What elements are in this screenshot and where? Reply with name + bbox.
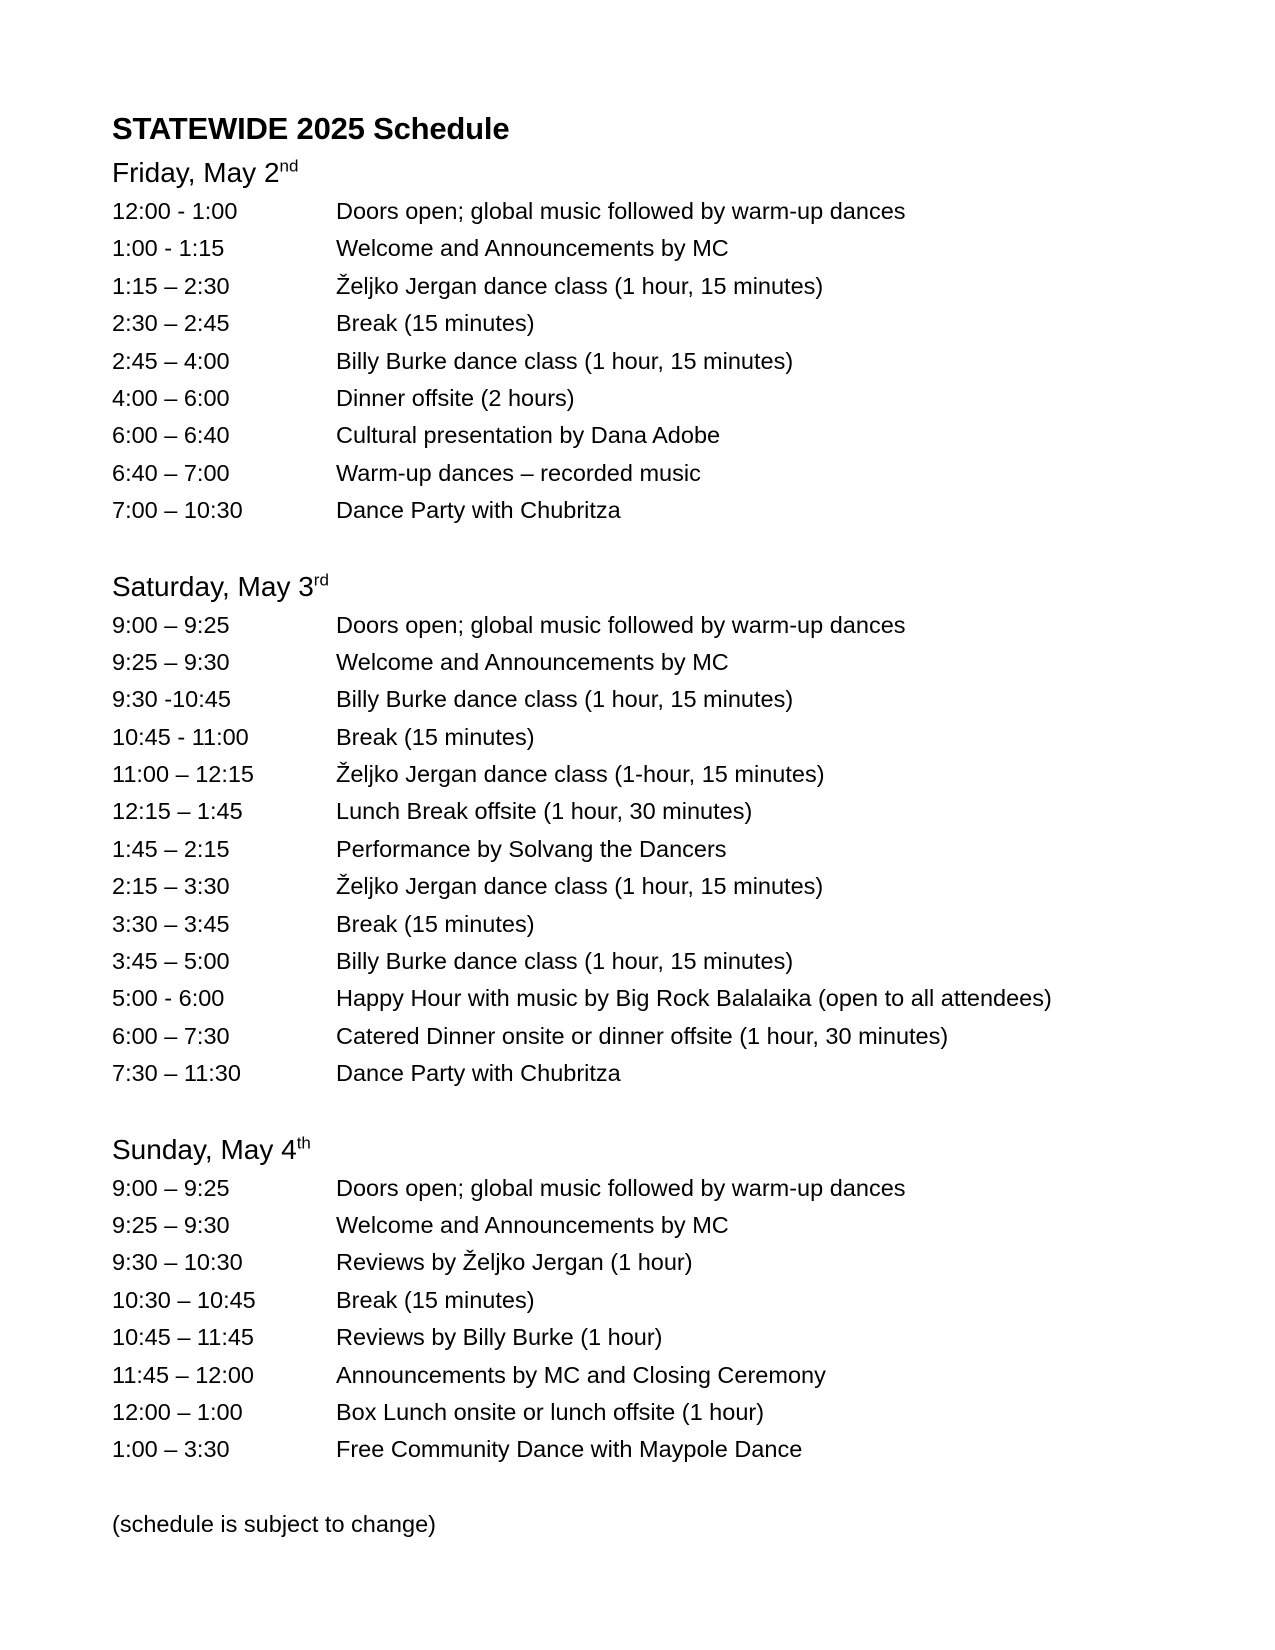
time-range: 12:15 – 1:45 [112, 798, 243, 825]
event-description: Doors open; global music followed by warm-up dances [336, 611, 906, 638]
schedule-row [112, 455, 1212, 492]
event-description: Željko Jergan dance class (1-hour, 15 minutes) [336, 761, 825, 788]
schedule-row [112, 681, 1212, 718]
time-range: 9:00 – 9:25 [112, 611, 230, 638]
schedule-row [112, 943, 1212, 980]
schedule-row [112, 1319, 1212, 1356]
day-heading-label: Sunday, May 4 [112, 1133, 297, 1165]
schedule-row [112, 719, 1212, 756]
schedule-row [112, 1170, 1212, 1207]
event-description: Doors open; global music followed by warm-up dances [336, 198, 906, 224]
time-range: 3:30 – 3:45 [112, 910, 230, 937]
event-description: Željko Jergan dance class (1 hour, 15 minutes) [336, 272, 824, 299]
event-description: Break (15 minutes) [336, 1286, 535, 1313]
schedule-row [112, 1282, 1212, 1319]
schedule-row [112, 1207, 1212, 1244]
event-description: Dinner offsite (2 hours) [336, 384, 575, 411]
time-range: 2:45 – 4:00 [112, 347, 230, 374]
event-description: Reviews by Billy Burke (1 hour) [336, 1324, 663, 1351]
time-range: 9:30 -10:45 [112, 686, 231, 713]
event-description: Catered Dinner onsite or dinner offsite (1 hour, 30 minutes) [336, 1022, 949, 1049]
schedule-row [112, 343, 1212, 380]
event-description: Box Lunch onsite or lunch offsite (1 hour) [336, 1398, 765, 1425]
schedule-row [112, 1394, 1212, 1431]
event-description: Happy Hour with music by Big Rock Balalaika (open to all attendees) [336, 985, 1052, 1012]
time-range: 1:00 - 1:15 [112, 235, 225, 262]
event-description: Doors open; global music followed by warm-up dances [336, 1174, 906, 1201]
schedule-row [112, 644, 1212, 681]
time-range: 12:00 – 1:00 [112, 1398, 243, 1425]
event-description: Free Community Dance with Maypole Dance [336, 1436, 803, 1463]
time-range: 4:00 – 6:00 [112, 384, 230, 411]
schedule-row [112, 417, 1212, 454]
time-range: 6:00 – 7:30 [112, 1022, 230, 1049]
day-heading-label: Friday, May 2 [112, 157, 280, 188]
event-description: Performance by Solvang the Dancers [336, 835, 727, 862]
schedule-row [112, 1244, 1212, 1281]
time-range: 10:30 – 10:45 [112, 1286, 256, 1313]
time-range: 12:00 - 1:00 [112, 198, 238, 224]
day-heading-ordinal: rd [313, 570, 329, 590]
schedule-row [112, 868, 1212, 905]
time-range: 2:15 – 3:30 [112, 873, 230, 900]
event-description: Break (15 minutes) [336, 723, 535, 750]
time-range: 2:30 – 2:45 [112, 310, 230, 337]
event-description: Warm-up dances – recorded music [336, 459, 701, 486]
event-description: Break (15 minutes) [336, 910, 535, 937]
event-description: Welcome and Announcements by MC [336, 648, 729, 675]
event-description: Željko Jergan dance class (1 hour, 15 minutes) [336, 873, 824, 900]
event-description: Billy Burke dance class (1 hour, 15 minutes) [336, 686, 794, 713]
schedule-row [112, 305, 1212, 342]
time-range: 11:00 – 12:15 [112, 761, 254, 788]
schedule-row [112, 230, 1212, 267]
schedule-row [112, 492, 1212, 529]
time-range: 6:00 – 6:40 [112, 422, 230, 449]
schedule-row [112, 831, 1212, 868]
event-description: Welcome and Announcements by MC [336, 235, 729, 262]
time-range: 9:00 – 9:25 [112, 1174, 230, 1201]
event-description: Billy Burke dance class (1 hour, 15 minutes) [336, 948, 794, 975]
time-range: 1:00 – 3:30 [112, 1436, 230, 1463]
schedule-row [112, 607, 1212, 644]
event-description: Welcome and Announcements by MC [336, 1211, 729, 1238]
schedule-row [112, 793, 1212, 830]
schedule-row [112, 906, 1212, 943]
time-range: 9:25 – 9:30 [112, 1211, 230, 1238]
day-section [112, 567, 1212, 1093]
event-description: Dance Party with Chubritza [336, 497, 621, 524]
day-section [112, 1130, 1212, 1469]
schedule-row [112, 1018, 1212, 1055]
time-range: 7:00 – 10:30 [112, 497, 243, 524]
day-heading-ordinal: th [296, 1133, 311, 1153]
day-heading-label: Saturday, May 3 [112, 570, 314, 602]
schedule-row [112, 756, 1212, 793]
document-page [112, 105, 1212, 1543]
schedule-row [112, 268, 1212, 305]
time-range: 10:45 - 11:00 [112, 723, 249, 750]
schedule-row [112, 1431, 1212, 1468]
event-description: Cultural presentation by Dana Adobe [336, 422, 721, 449]
time-range: 1:45 – 2:15 [112, 835, 230, 862]
day-heading [112, 153, 1212, 193]
time-range: 9:25 – 9:30 [112, 648, 230, 675]
schedule-row [112, 1357, 1212, 1394]
time-range: 11:45 – 12:00 [112, 1361, 254, 1388]
day-section [112, 153, 1212, 530]
event-description: Reviews by Željko Jergan (1 hour) [336, 1249, 693, 1276]
time-range: 1:15 – 2:30 [112, 272, 230, 299]
day-heading-ordinal: nd [279, 156, 299, 176]
event-description: Announcements by MC and Closing Ceremony [336, 1361, 826, 1388]
time-range: 3:45 – 5:00 [112, 948, 230, 975]
time-range: 9:30 – 10:30 [112, 1249, 243, 1276]
event-description: Dance Party with Chubritza [336, 1060, 621, 1087]
time-range: 10:45 – 11:45 [112, 1324, 254, 1351]
schedule-row [112, 380, 1212, 417]
schedule-row [112, 1055, 1212, 1092]
page-title: STATEWIDE 2025 Schedule [112, 111, 510, 146]
time-range: 5:00 - 6:00 [112, 985, 225, 1012]
schedule-days [112, 153, 1212, 1469]
schedule-row [112, 193, 1212, 230]
schedule-row [112, 980, 1212, 1017]
event-description: Break (15 minutes) [336, 310, 535, 337]
time-range: 6:40 – 7:00 [112, 459, 230, 486]
schedule-note: (schedule is subject to change) [112, 1510, 436, 1537]
day-heading [112, 1130, 1212, 1170]
event-description: Lunch Break offsite (1 hour, 30 minutes) [336, 798, 753, 825]
day-heading [112, 567, 1212, 607]
event-description: Billy Burke dance class (1 hour, 15 minutes) [336, 347, 794, 374]
time-range: 7:30 – 11:30 [112, 1060, 241, 1087]
